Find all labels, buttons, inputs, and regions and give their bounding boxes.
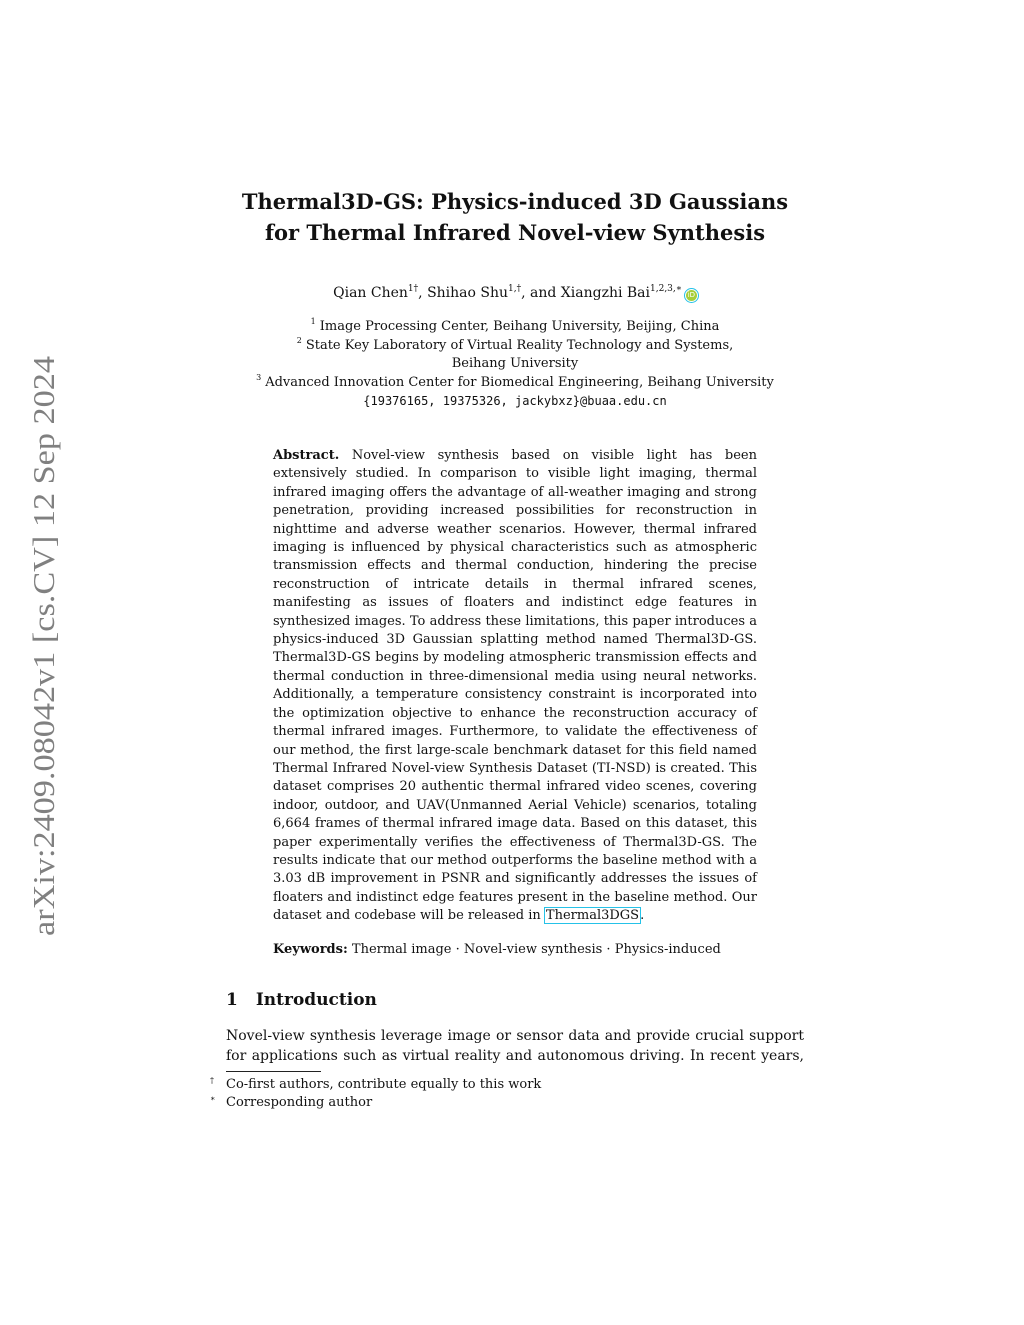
author-name: Qian Chen [333,285,408,301]
orcid-icon[interactable]: iD [687,291,696,299]
abstract-label: Abstract. [273,448,340,463]
author-separator: , [418,285,428,301]
keywords [273,941,757,959]
arxiv-stamp-text: arXiv:2409.08042v1 [cs.CV] 12 Sep 2024 [26,410,61,936]
paper-title [200,186,830,248]
affiliation-1 [200,318,830,337]
footnote-divider [226,1071,321,1072]
affiliations [200,318,830,411]
footnotes [210,1076,541,1112]
code-link[interactable]: Thermal3DGS [545,908,640,924]
author-separator: , and [521,285,561,301]
footnote: † Co-first authors, contribute equally to this work [210,1076,542,1092]
author-list [200,282,830,304]
abstract-body: Novel-view synthesis based on visible light has been extensively studied. In comparison to visible light imaging, thermal infrared imaging offers the advantage of all-weather imaging and strong penetration, providing increased possibilities for reconstruction in nighttime and adverse weather scenarios. However, thermal infrared imaging is influenced by physical characteristics such as atmospheric transmission effects and thermal conduction, hindering the precise reconstruction of intricate details in thermal infrared scenes, manifesting as issues of floaters and indistinct edge features in synthesized images. To address these limitations, this paper introduces a physics-induced 3D Gaussian splatting method named Thermal3D-GS. Thermal3D-GS begins by modeling atmospheric transmission effects and thermal conduction in three-dimensional media using neural networks. Additionally, a temperature consistency constraint is incorporated into the optimization objective to enhance the reconstruction accuracy of thermal infrared images. Furthermore, to validate the effectiveness of our method, the first large-scale benchmark dataset for this field named Thermal Infrared Novel-view Synthesis Dataset (TI-NSD) is created. This dataset comprises 20 authentic thermal infrared video scenes, covering indoor, outdoor, and UAV(Unmanned Aerial Vehicle) scenarios, totaling 6,664 frames of thermal infrared image data. Based on this dataset, this paper experimentally verifies the effectiveness of Thermal3D-GS. The results indicate that our method outperforms the baseline method with a 3.03 dB improvement in PSNR and significantly addresses the issues of floaters and indistinct edge features present in the baseline method. Our dataset and codebase will be released in [273,448,757,924]
affiliation-2-cont: Beihang University [451,356,579,371]
section-title: Introduction [255,990,377,1010]
keywords-text: Thermal image · Novel-view synthesis · Physics-induced [351,942,721,957]
author-name: Shihao Shu [427,285,509,301]
affiliation-3 [200,374,830,393]
section-heading [226,988,377,1012]
affiliation-sup: 1 [310,317,316,326]
email-address: {19376165, 19375326, jackybxz}@buaa.edu.cn [363,394,667,408]
intro-line: Novel-view synthesis leverage image or sensor data and provide crucial support [226,1028,804,1044]
affiliation-text: Image Processing Center, Beihang University, Beijing, China [319,319,720,334]
author-name: Xiangzhi Bai [560,285,650,301]
arxiv-stamp [20,356,64,936]
abstract [273,447,757,926]
affiliation-2 [200,337,830,356]
keywords-label: Keywords: [273,942,348,957]
footnote-text: Co-first authors, contribute equally to this work [226,1077,542,1092]
title-line-1: Thermal3D-GS: Physics-induced 3D Gaussians [241,189,789,214]
title-line-2: for Thermal Infrared Novel-view Synthesis [264,220,766,245]
author-sup: 1,2,3,∗ [650,284,682,294]
affiliation-sup: 2 [296,335,302,345]
author-sup: 1,† [508,284,522,294]
intro-line: for applications such as virtual reality and autonomous driving. In recent years, [226,1048,804,1064]
affiliation-text: State Key Laboratory of Virtual Reality Technology and Systems, [305,337,734,353]
footnote-text: Corresponding author [226,1095,373,1110]
affiliation-text: Advanced Innovation Center for Biomedical Engineering, Beihang University [265,374,774,390]
abstract-end: . [640,908,645,924]
intro-paragraph [226,1026,804,1066]
section-number: 1 [226,990,238,1010]
footnote: ∗ Corresponding author [210,1094,373,1110]
affiliation-sup: 3 [256,372,262,382]
author-sup: 1† [407,284,419,294]
